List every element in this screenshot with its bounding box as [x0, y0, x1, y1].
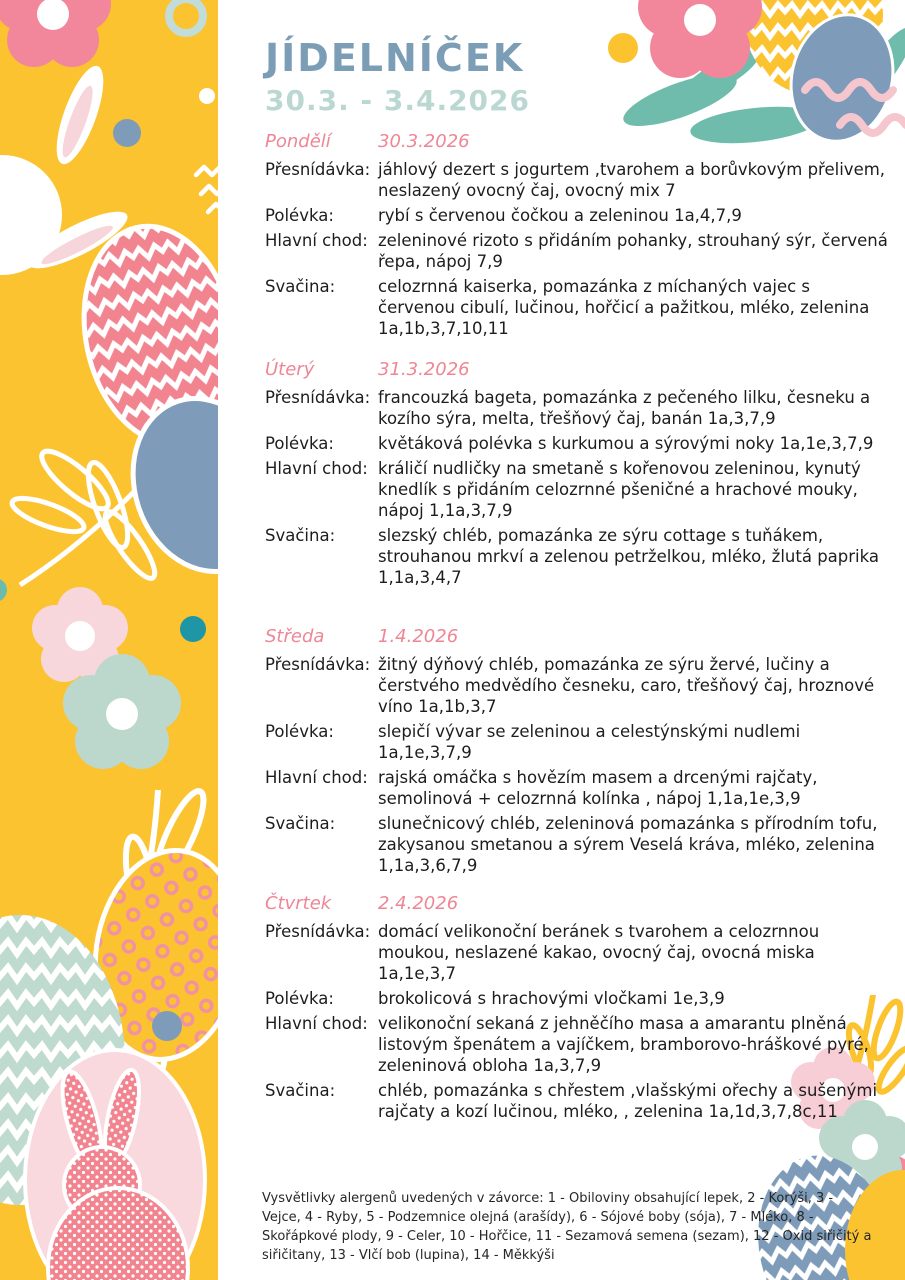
header: [265, 36, 530, 117]
dark-teal-dot-icon: [180, 616, 206, 642]
easter-sidebar-art: [0, 0, 218, 1280]
meal-row: [265, 988, 890, 1009]
meal-row: [265, 205, 890, 226]
meal-text: jáhlový dezert s jogurtem ,tvarohem a borůvkovým přelivem, neslazený ovocný čaj, ovocný mix 7: [378, 160, 886, 200]
day-section-tuesday: [265, 359, 890, 592]
meal-label: Svačina:: [265, 277, 336, 296]
day-section-monday: [265, 131, 890, 343]
meal-row: [265, 525, 890, 588]
meal-text: rybí s červenou čočkou a zeleninou 1a,4,7,9: [378, 206, 742, 225]
day-name: Úterý: [265, 359, 315, 380]
blue-small-dot-icon: [152, 1011, 182, 1041]
meal-row: [265, 1013, 890, 1076]
day-header: [265, 626, 890, 647]
meal-text: francouzká bageta, pomazánka z pečeného lilku, česneku a kozího sýra, melta, třešňový čaj, banán 1a,3,7,9: [378, 388, 871, 428]
meal-label: Hlavní chod:: [265, 231, 368, 250]
meal-text: celozrnná kaiserka, pomazánka z míchaných vajec s červenou cibulí, lučinou, hořčicí a pažitkou, mléko, zelenina 1a,1b,3,7,10,11: [378, 277, 870, 338]
blue-dot-icon: [113, 119, 141, 147]
meal-row: [265, 813, 890, 876]
meal-text: chléb, pomazánka s chřestem ,vlašskými ořechy a sušenými rajčaty a kozí lučinou, mléko, , zelenina 1a,1d,3,7,8c,11: [378, 1081, 878, 1121]
meal-row: [265, 767, 890, 809]
day-section-wednesday: [265, 626, 890, 880]
day-section-thursday: [265, 893, 890, 1126]
meal-label: Hlavní chod:: [265, 459, 368, 478]
day-name: Pondělí: [265, 131, 331, 152]
coral-flower-icon: [638, 0, 762, 78]
meal-row: [265, 1080, 890, 1122]
yellow-dot-icon: [608, 33, 638, 63]
meal-label: Polévka:: [265, 434, 334, 453]
meal-text: zeleninové rizoto s přidáním pohanky, strouhaný sýr, červená řepa, nápoj 7,9: [378, 231, 888, 271]
meal-label: Svačina:: [265, 526, 336, 545]
meal-text: domácí velikonoční beránek s tvarohem a celozrnnou moukou, neslazené kakao, ovocný čaj, ovocná miska 1a,1e,3,7: [378, 922, 820, 983]
meal-text: slepičí vývar se zeleninou a celestýnskými nudlemi 1a,1e,3,7,9: [378, 722, 801, 762]
day-header: [265, 359, 890, 380]
meal-text: slezský chléb, pomazánka ze sýru cottage s tuňákem, strouhanou mrkví a zelenou petrželkou, mléko, žlutá paprika 1,1a,3,4,7: [378, 526, 880, 587]
meal-text: slunečnicový chléb, zeleninová pomazánka s přírodním tofu, zakysanou smetanou a sýrem Veselá kráva, mléko, zelenina 1,1a,3,6,7,9: [378, 814, 878, 875]
day-date: 31.3.2026: [378, 359, 470, 380]
page-title: JÍDELNÍČEK: [265, 36, 525, 80]
meal-row: [265, 159, 890, 201]
meal-row: [265, 230, 890, 272]
day-header: [265, 893, 890, 914]
meal-text: brokolicová s hrachovými vločkami 1e,3,9: [378, 989, 725, 1008]
meal-label: Polévka:: [265, 722, 334, 741]
day-date: 1.4.2026: [378, 626, 459, 647]
day-name: Čtvrtek: [265, 893, 332, 914]
allergen-note: Vysvětlivky alergenů uvedených v závorce: 1 - Obiloviny obsahující lepek, 2 - Korýši, 3 - Vejce, 4 - Ryby, 5 - Podzemnice olejná (arašídy), 6 - Sójové boby (sója), 7 - Mléko, 8 - Skořápkové plody, 9 - Celer, 10 - Hořčice, 11 - Sezamová semena (sezam), 12 - Oxid siřičitý a siřičitany, 13 - Vlčí bob (lupina), 14 - Měkkýši: [262, 1191, 872, 1263]
meal-label: Svačina:: [265, 814, 336, 833]
meal-label: Polévka:: [265, 989, 334, 1008]
meal-row: [265, 458, 890, 521]
meal-label: Přesnídávka:: [265, 160, 371, 179]
meal-row: [265, 276, 890, 339]
day-date: 30.3.2026: [378, 131, 470, 152]
day-name: Středa: [265, 626, 325, 647]
meal-label: Přesnídávka:: [265, 388, 371, 407]
meal-row: [265, 433, 890, 454]
meal-text: králičí nudličky na smetaně s kořenovou zeleninou, kynutý knedlík s přidáním celozrnné pšeničné a hrachové mouky, nápoj 1,1a,3,7,9: [378, 459, 861, 520]
meal-label: Hlavní chod:: [265, 768, 368, 787]
meal-row: [265, 654, 890, 717]
meal-text: květáková polévka s kurkumou a sýrovými noky 1a,1e,3,7,9: [378, 434, 874, 453]
meal-label: Polévka:: [265, 206, 334, 225]
meal-row: [265, 387, 890, 429]
meal-text: žitný dýňový chléb, pomazánka ze sýru žervé, lučiny a čerstvého medvědího česneku, caro, třešňový čaj, hroznové víno 1a,1b,3,7: [378, 655, 875, 716]
meal-label: Přesnídávka:: [265, 922, 371, 941]
day-date: 2.4.2026: [378, 893, 459, 914]
day-header: [265, 131, 890, 152]
meal-text: rajská omáčka s hovězím masem a drcenými rajčaty, semolinová + celozrnná kolínka , nápoj 1,1a,1e,3,9: [378, 768, 818, 808]
meal-label: Přesnídávka:: [265, 655, 371, 674]
meal-label: Svačina:: [265, 1081, 336, 1100]
meal-row: [265, 721, 890, 763]
date-range: 30.3. - 3.4.2026: [265, 84, 531, 117]
meal-label: Hlavní chod:: [265, 1014, 368, 1033]
white-dot-icon: [199, 88, 215, 104]
meal-text: velikonoční sekaná z jehněčího masa a amarantu plněná listovým špenátem a vajíčkem, bramborovo-hráškové pyré, zeleninová obloha 1a,3,7,9: [378, 1014, 869, 1075]
meal-row: [265, 921, 890, 984]
